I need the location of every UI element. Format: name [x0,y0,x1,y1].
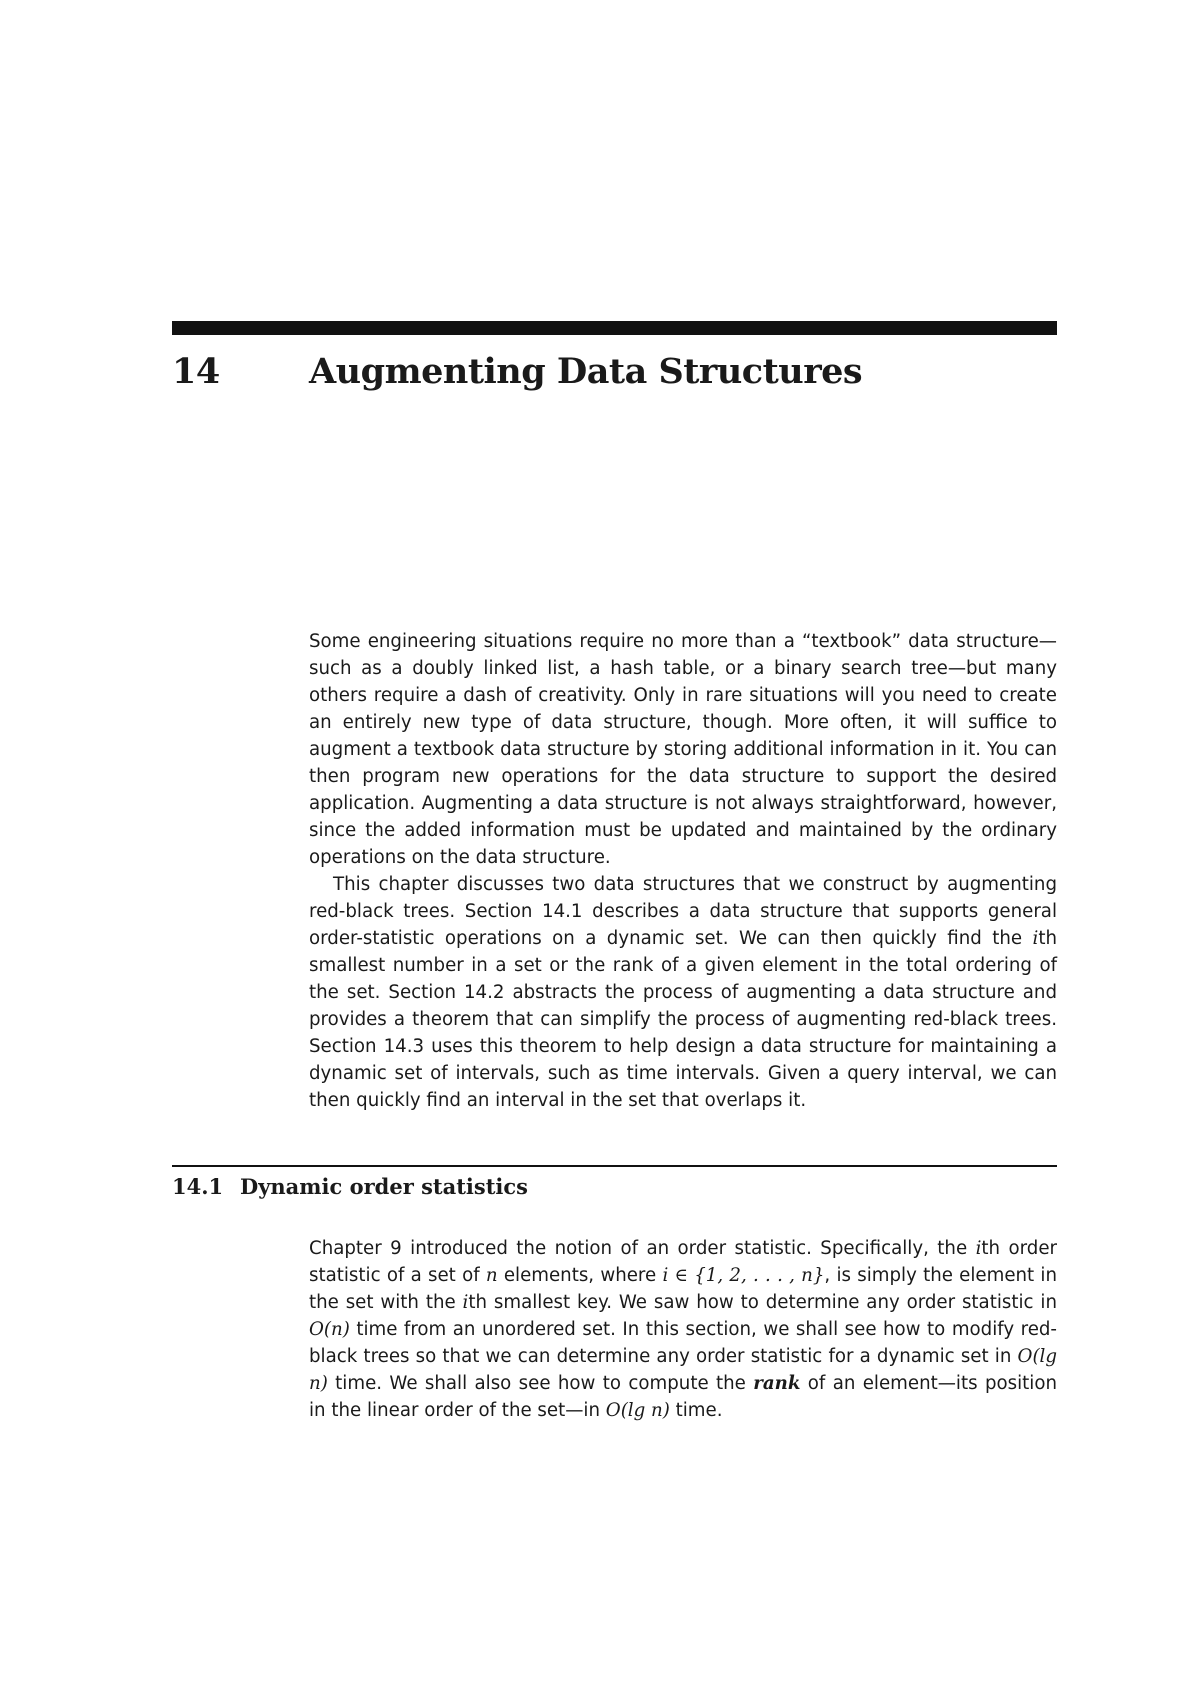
chapter-intro [309,628,1057,1114]
intro-paragraph-2 [309,871,1057,1114]
math-i: i [1032,928,1039,949]
intro-p2-text-b: th smallest number in a set or the rank of a given element in the total ordering of the set. Section 14.2 abstracts the process of augmenting a data structure and provides a theorem that can simplify the process of augmenting red-black trees. Section 14.3 uses this theorem to help design a data structure for maintaining a dynamic set of intervals, such as time intervals. Given a query interval, we can then quickly find an interval in the set that overlaps it. [309,928,1057,1111]
section-paragraph-1 [309,1235,1057,1424]
math-o-n: O(n) [309,1319,350,1340]
section-rule [172,1165,1057,1167]
math-i: i [975,1238,982,1259]
intro-p2-text-a: This chapter discusses two data structures that we construct by augmenting red-black trees. Section 14.1 describes a data structure that supports general order-statistic operations on a dynamic set. We can then quickly find the [309,874,1057,949]
section-number: 14.1 [172,1174,224,1199]
section-text-7: time. We shall also see how to compute the [327,1373,754,1394]
math-o-lg-n: O(lg n) [309,1346,1057,1394]
math-o-lg-n: O(lg n) [605,1400,670,1421]
section-text-1: Chapter 9 introduced the notion of an order statistic. Specifically, the [309,1238,976,1259]
section-title: Dynamic order statistics [240,1174,528,1199]
term-rank: rank [753,1373,801,1394]
chapter-number: 14 [172,351,220,392]
section-text-5: th smallest key. We saw how to determine any order statistic in [468,1292,1057,1313]
section-text-9: time. [669,1400,723,1421]
section-body [309,1235,1057,1424]
math-i: i [462,1292,469,1313]
math-n: n [485,1265,498,1286]
section-text-6: time from an unordered set. In this section, we shall see how to modify red-black trees so that we can determine any order statistic for a dynamic set in [309,1319,1057,1367]
section-text-4: , is simply the element in the set with the [309,1265,1058,1313]
section-text-2: th order statistic of a set of [309,1238,1058,1286]
chapter-title: Augmenting Data Structures [309,351,863,392]
math-index-set: i ∈ {1, 2, . . . , n} [662,1265,825,1286]
chapter-rule [172,321,1057,335]
intro-paragraph-1: Some engineering situations require no more than a “textbook” data structure—such as a doubly linked list, a hash table, or a binary search tree—but many others require a dash of creativity. Only in rare situations will you need to create an entirely new type of data structure, though. More often, it will suffice to augment a textbook data structure by storing additional information in it. You can then program new operations for the data structure to support the desired application. Augmenting a data structure is not always straightforward, however, since the added information must be updated and maintained by the ordinary operations on the data structure. [309,631,1057,868]
section-text-3: elements, where [497,1265,663,1286]
section-text-8: of an element—its position in the linear order of the set—in [309,1373,1057,1421]
